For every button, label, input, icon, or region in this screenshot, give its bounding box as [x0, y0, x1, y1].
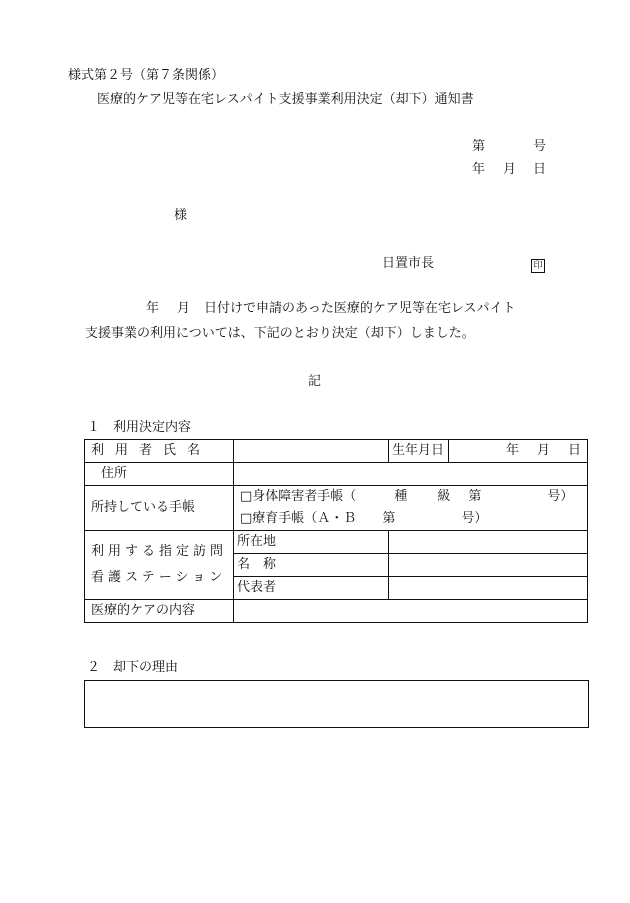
date-year: 年	[472, 162, 486, 177]
birthdate-label: 生年月日	[389, 440, 449, 463]
location-value[interactable]	[389, 531, 588, 554]
physical-handbook-label: □身体障害者手帳（	[240, 489, 357, 504]
recipient-honorific: 様	[174, 208, 188, 223]
section-2-heading: ２ 却下の理由	[87, 660, 179, 675]
date-month: 月	[503, 162, 517, 177]
physical-handbook-option[interactable]	[240, 486, 581, 508]
station-label-line-2: 看護ステーション	[91, 570, 227, 585]
issuer-name: 日置市長	[382, 256, 435, 271]
physical-handbook-grade: 級	[437, 489, 451, 504]
address-label-cell	[85, 463, 234, 486]
body-month: 月	[177, 301, 191, 316]
rehab-handbook-option[interactable]	[240, 508, 581, 530]
document-title: 医療的ケア児等在宅レスパイト支援事業利用決定（却下）通知書	[97, 92, 474, 107]
date-day: 日	[533, 162, 547, 177]
doc-number-prefix: 第	[472, 139, 486, 154]
physical-handbook-no: 第	[468, 489, 482, 504]
birth-month: 月	[536, 443, 550, 458]
station-name-value[interactable]	[389, 554, 588, 577]
representative-label: 代表者	[234, 577, 389, 600]
address-label: 住所	[101, 466, 128, 481]
care-value[interactable]	[234, 600, 588, 623]
user-name-value[interactable]	[234, 440, 389, 463]
user-name-label-cell	[85, 440, 234, 463]
representative-value[interactable]	[389, 577, 588, 600]
address-value[interactable]	[234, 463, 588, 486]
doc-number-suffix: 号	[533, 139, 547, 154]
user-name-label: 利用者氏名	[91, 443, 212, 458]
table-row	[85, 486, 588, 531]
station-name-label: 名 称	[234, 554, 389, 577]
decision-table	[84, 439, 588, 623]
form-number: 様式第２号（第７条関係）	[68, 68, 225, 83]
rehab-handbook-no: 第	[382, 511, 396, 526]
rejection-reason-box[interactable]	[84, 680, 589, 728]
body-year: 年	[146, 301, 160, 316]
seal-icon: 印	[531, 259, 545, 273]
station-label-line-1: 利用する指定訪問	[91, 544, 228, 559]
body-line-1: 日付けで申請のあった医療的ケア児等在宅レスパイト	[204, 301, 516, 316]
physical-handbook-suffix: 号）	[547, 489, 574, 504]
location-label: 所在地	[234, 531, 389, 554]
handbook-label: 所持している手帳	[85, 486, 234, 531]
rehab-handbook-label: □療育手帳（Ａ・Ｂ	[240, 511, 357, 526]
table-row	[85, 440, 588, 463]
ki-heading: 記	[308, 374, 322, 389]
table-row	[85, 463, 588, 486]
body-line-2: 支援事業の利用については、下記のとおり決定（却下）しました。	[85, 326, 475, 341]
birth-year: 年	[505, 443, 519, 458]
section-1-heading: １ 利用決定内容	[87, 420, 192, 435]
seal-mark	[531, 257, 545, 273]
care-label: 医療的ケアの内容	[85, 600, 234, 623]
birth-day: 日	[567, 443, 581, 458]
handbook-options	[234, 486, 588, 531]
rehab-handbook-suffix: 号）	[461, 511, 488, 526]
physical-handbook-kind: 種	[394, 489, 408, 504]
table-row	[85, 531, 588, 554]
birthdate-value[interactable]	[449, 440, 588, 463]
station-label	[85, 531, 234, 600]
table-row	[85, 600, 588, 623]
